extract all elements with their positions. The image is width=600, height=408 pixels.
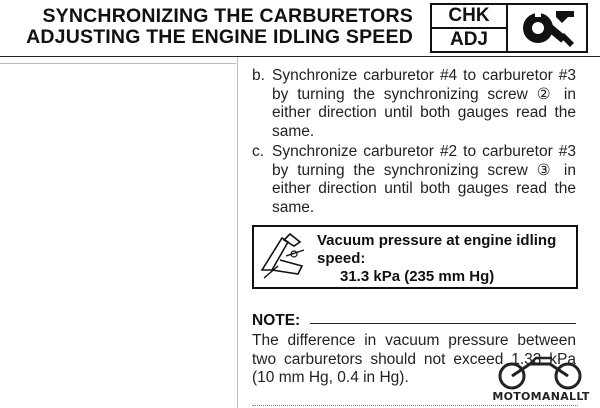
- header-rule: [0, 56, 600, 57]
- title-line-2: ADJUSTING THE ENGINE IDLING SPEED: [26, 26, 413, 48]
- watermark-text: MOTOMANALLT: [492, 390, 590, 403]
- wrench-check-icon: [516, 7, 578, 49]
- column-divider: [237, 57, 238, 408]
- step-text: Synchronize carburetor #2 to carburetor #3 by turning the synchronizing screw ③ in either direction until both gauges read the same.: [272, 143, 576, 216]
- badge-labels: [432, 5, 508, 51]
- step-letter: b.: [252, 67, 265, 84]
- spec-value: 31.3 kPa (235 mm Hg): [340, 268, 495, 285]
- spec-box: [252, 225, 578, 289]
- left-column-rule: [0, 63, 236, 64]
- step-letter: c.: [252, 143, 265, 160]
- note-label: NOTE:: [252, 312, 301, 329]
- title-line-1: SYNCHRONIZING THE CARBURETORS: [42, 5, 413, 27]
- spec-title: Vacuum pressure at engine idling speed:: [317, 232, 557, 267]
- vacuum-gauge-icon: [258, 230, 310, 284]
- step-c: [252, 143, 576, 217]
- step-b: [252, 67, 576, 141]
- chk-adj-badge: [430, 3, 588, 53]
- note-rule: [310, 323, 576, 324]
- page-title: [8, 6, 413, 48]
- badge-chk-label: CHK: [432, 5, 506, 29]
- step-text: Synchronize carburetor #4 to carburetor #3 by turning the synchronizing screw ② in either direction until both gauges read the same.: [272, 67, 576, 140]
- note-text: The difference in vacuum pressure between two carburetors should not exceed 1.33 kPa (10 mm Hg, 0.4 in Hg).: [252, 332, 576, 386]
- badge-adj-label: ADJ: [449, 29, 488, 50]
